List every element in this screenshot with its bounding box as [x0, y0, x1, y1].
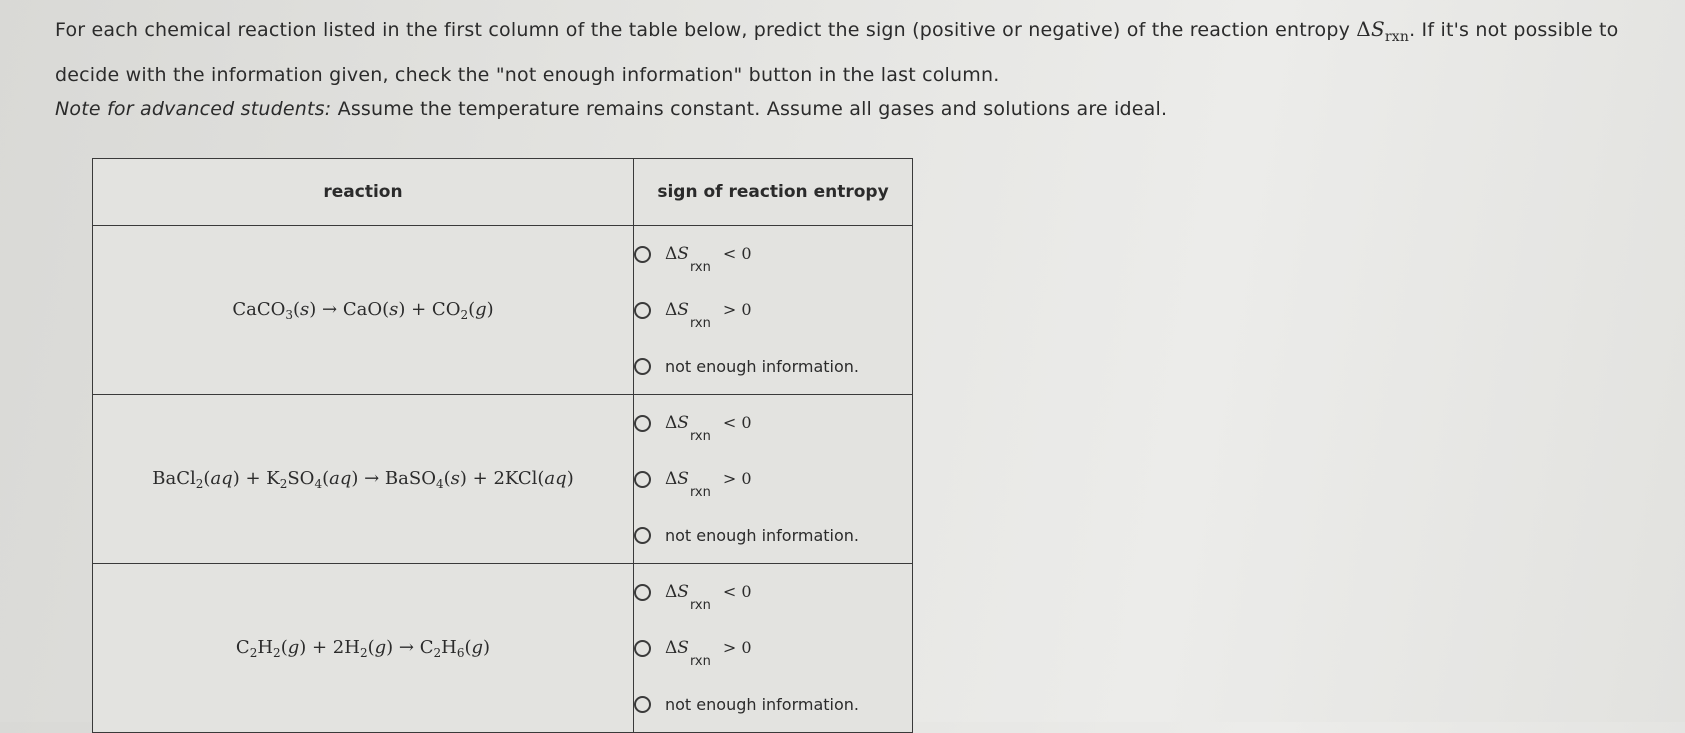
- equation-token: s: [450, 467, 460, 489]
- option-positive[interactable]: [634, 620, 912, 676]
- equation-token: ) + K: [232, 467, 280, 489]
- equation-token: 4: [314, 476, 323, 491]
- equation-token: ): [483, 636, 491, 658]
- option-positive[interactable]: [634, 451, 912, 507]
- entropy-positive-label: ΔS rxn > 0: [665, 469, 752, 500]
- equation-token: 2: [279, 476, 288, 491]
- option-not-enough-info[interactable]: [634, 676, 912, 732]
- equation-token: ): [486, 298, 494, 320]
- delta-symbol: Δ: [1356, 17, 1371, 41]
- radio-button[interactable]: [634, 302, 651, 319]
- entropy-negative-label: ΔS rxn < 0: [665, 582, 752, 613]
- equation-token: ) → BaSO: [351, 467, 436, 489]
- option-not-enough-info[interactable]: [634, 507, 912, 563]
- note-text: Assume the temperature remains constant. Assume all gases and solutions are ideal.: [331, 98, 1168, 120]
- equation-token: H: [257, 636, 274, 658]
- reaction-table: [92, 158, 913, 733]
- option-negative[interactable]: [634, 564, 912, 620]
- entropy-positive-label: ΔS rxn > 0: [665, 638, 752, 669]
- radio-button[interactable]: [634, 471, 651, 488]
- equation-token: ) + 2KCl(: [459, 467, 545, 489]
- table-header-row: [93, 159, 913, 226]
- sign-options: [634, 395, 913, 564]
- radio-button[interactable]: [634, 696, 651, 713]
- equation-token: s: [389, 298, 399, 320]
- entropy-negative-label: ΔS rxn < 0: [665, 244, 752, 275]
- sign-options: [634, 564, 913, 733]
- equation-token: 4: [435, 476, 444, 491]
- reaction-equation: [93, 395, 634, 564]
- table-row: [93, 564, 913, 733]
- equation-token: 2: [433, 645, 442, 660]
- option-negative[interactable]: [634, 226, 912, 282]
- not-enough-info-label: not enough information.: [665, 356, 860, 376]
- equation-token: ) → C: [386, 636, 434, 658]
- equation-token: (: [367, 636, 375, 658]
- sign-column-header: sign of reaction entropy: [634, 159, 913, 226]
- equation-token: s: [300, 298, 310, 320]
- radio-button[interactable]: [634, 358, 651, 375]
- table-row: [93, 226, 913, 395]
- not-enough-info-label: not enough information.: [665, 525, 860, 545]
- equation-token: (: [280, 636, 288, 658]
- instructions-text-end: . If it's not possible to decide with the information given, check the "not enough information" button in the last column.: [55, 19, 1619, 86]
- note-label: Note for advanced students:: [55, 98, 332, 120]
- advanced-note: [55, 98, 1167, 120]
- equation-token: 2: [359, 645, 368, 660]
- equation-token: 2: [195, 476, 204, 491]
- equation-token: (: [464, 636, 472, 658]
- equation-token: 2: [249, 645, 258, 660]
- radio-button[interactable]: [634, 584, 651, 601]
- equation-token: g: [374, 636, 387, 658]
- entropy-negative-label: ΔS rxn < 0: [665, 413, 752, 444]
- instructions-paragraph: [55, 10, 1655, 94]
- radio-button[interactable]: [634, 415, 651, 432]
- equation-token: g: [475, 298, 487, 320]
- equation-token: (: [443, 467, 451, 489]
- equation-token: 2: [460, 307, 469, 322]
- instructions-text-start: For each chemical reaction listed in the first column of the table below, predict the sign (positive or negative) of the reaction entropy: [55, 19, 1357, 41]
- equation-token: (: [293, 298, 301, 320]
- equation-token: 3: [285, 307, 293, 322]
- equation-token: ) + CO: [398, 298, 461, 320]
- reaction-equation: [93, 564, 634, 733]
- equation-token: (: [468, 298, 476, 320]
- option-negative[interactable]: [634, 395, 912, 451]
- equation-token: H: [441, 636, 457, 658]
- equation-token: 2: [273, 645, 281, 660]
- equation-token: CaCO: [232, 298, 286, 320]
- equation-token: ) → CaO(: [309, 298, 390, 320]
- reaction-equation: [93, 226, 634, 395]
- equation-token: aq: [329, 467, 352, 489]
- not-enough-info-label: not enough information.: [665, 694, 860, 714]
- sign-options: [634, 226, 913, 395]
- table-row: [93, 395, 913, 564]
- radio-button[interactable]: [634, 640, 651, 657]
- equation-token: SO: [287, 467, 315, 489]
- equation-token: BaCl: [152, 467, 196, 489]
- radio-button[interactable]: [634, 527, 651, 544]
- radio-button[interactable]: [634, 246, 651, 263]
- equation-token: g: [471, 636, 484, 658]
- option-not-enough-info[interactable]: [634, 338, 912, 394]
- equation-token: g: [287, 636, 300, 658]
- option-positive[interactable]: [634, 282, 912, 338]
- s-symbol: S: [1370, 17, 1385, 41]
- equation-token: (: [322, 467, 330, 489]
- equation-token: ): [566, 467, 574, 489]
- reaction-column-header: reaction: [93, 159, 634, 226]
- equation-token: aq: [544, 467, 567, 489]
- rxn-subscript: rxn: [1384, 29, 1410, 45]
- equation-token: (: [203, 467, 211, 489]
- equation-token: C: [235, 636, 250, 658]
- entropy-symbol: [1356, 17, 1410, 45]
- equation-token: 6: [456, 645, 465, 660]
- equation-token: ) + 2H: [299, 636, 360, 658]
- entropy-positive-label: ΔS rxn > 0: [665, 300, 752, 331]
- equation-token: aq: [210, 467, 233, 489]
